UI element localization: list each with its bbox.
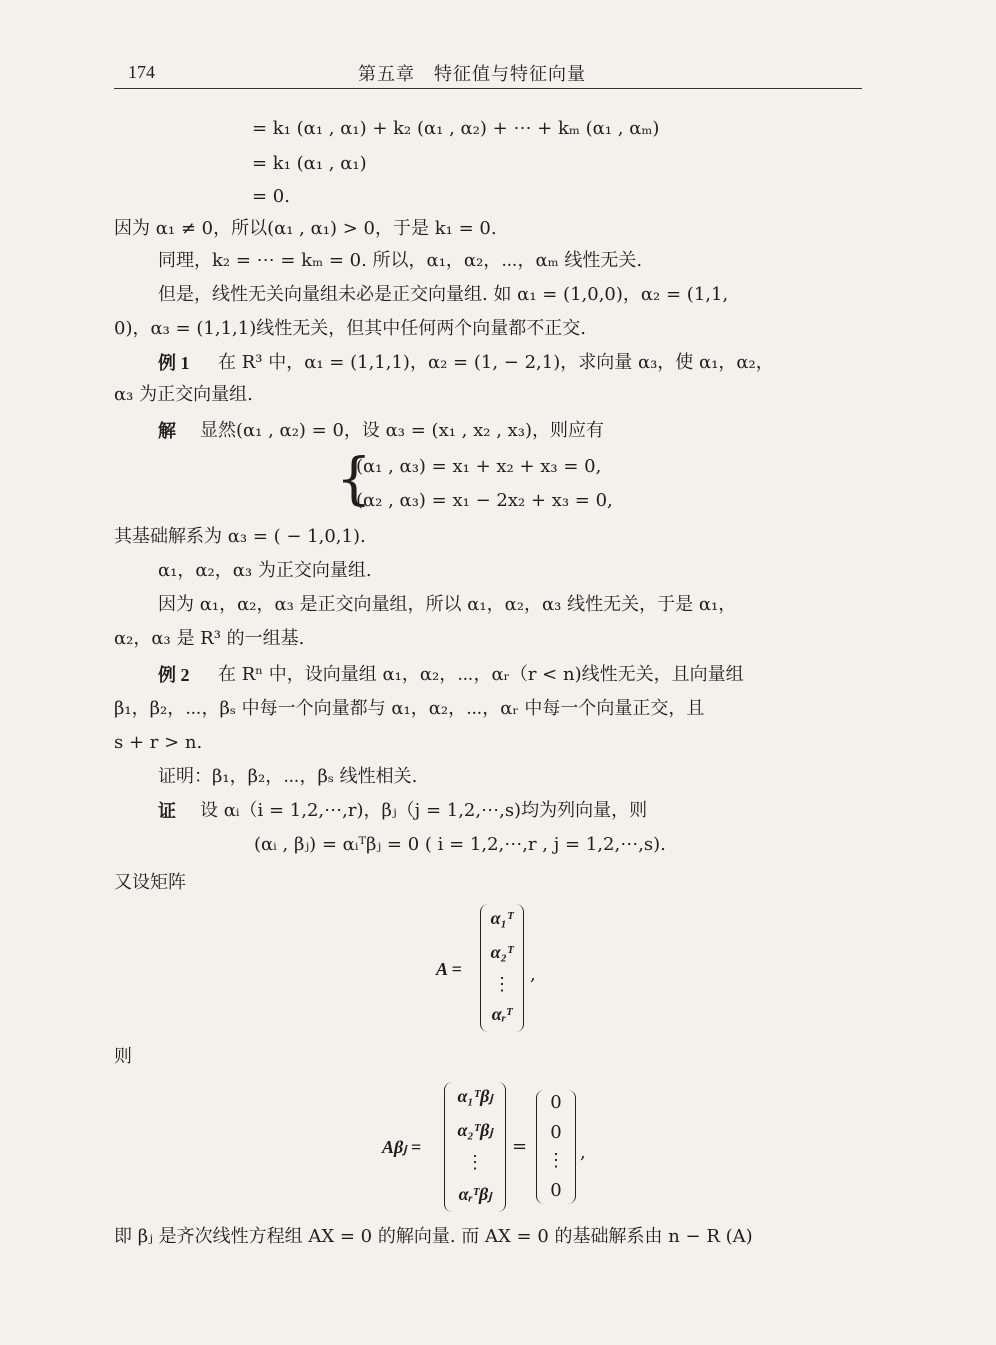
text-line: s + r > n. [114, 732, 203, 753]
chapter-title: 第五章 特征值与特征向量 [358, 64, 586, 85]
matrix-trail: , [580, 1142, 586, 1163]
matrix-entry: ⋮ [466, 1152, 484, 1173]
matrix-entry: α₂ᵀ [490, 942, 514, 962]
equals-sign: = [512, 1136, 528, 1157]
system-brace: { [336, 447, 372, 512]
example-label: 例 1 [158, 353, 190, 373]
equation-line: = k₁ (α₁ , α₁) + k₂ (α₁ , α₂) + ⋯ + kₘ (α₁ , αₘ) [252, 118, 660, 139]
text-line: 证明：β₁，β₂，⋯，βₛ 线性相关. [158, 766, 418, 787]
text-line: 0)，α₃ = (1,1,1)线性无关，但其中任何两个向量都不正交. [114, 318, 586, 339]
text-line: 在 Rⁿ 中，设向量组 α₁，α₂，⋯，αᵣ（r < n)线性无关，且向量组 [218, 664, 744, 685]
page-header [114, 58, 862, 89]
matrix-entry: ⋮ [547, 1150, 565, 1171]
text-line: α₁，α₂，α₃ 为正交向量组. [158, 560, 372, 581]
matrix-a [480, 904, 524, 1032]
page-number: 174 [128, 62, 155, 82]
equation-line: (αᵢ , βⱼ) = αᵢᵀβⱼ = 0 ( i = 1,2,⋯,r , j = 1,2,⋯,s). [254, 834, 666, 855]
text-line: β₁，β₂，⋯，βₛ 中每一个向量都与 α₁，α₂，⋯，αᵣ 中每一个向量正交，且 [114, 698, 705, 719]
proof-label: 证 [158, 801, 176, 821]
matrix-entry: 0 [550, 1092, 562, 1113]
zero-vector [536, 1090, 576, 1204]
matrix-entry: αᵣᵀβⱼ [458, 1184, 492, 1204]
matrix-trail: , [530, 964, 536, 985]
text-line: 在 R³ 中，α₁ = (1,1,1)，α₂ = (1, − 2,1)，求向量 α₃，使 α₁，α₂， [218, 352, 774, 373]
equation-line: = 0. [252, 186, 290, 207]
matrix-entry: α₂ᵀβⱼ [457, 1120, 493, 1140]
text-line: 同理，k₂ = ⋯ = kₘ = 0. 所以，α₁，α₂，⋯，αₘ 线性无关. [158, 250, 643, 271]
matrix-entry: ⋮ [493, 974, 511, 995]
text-line: 显然(α₁ , α₂) = 0，设 α₃ = (x₁ , x₂ , x₃)，则应有 [200, 420, 605, 441]
text-line: 设 αᵢ（i = 1,2,⋯,r)，βⱼ（j = 1,2,⋯,s)均为列向量，则 [200, 800, 648, 821]
text-line: α₂，α₃ 是 R³ 的一组基. [114, 628, 305, 649]
matrix-entry: α₁ᵀ [490, 908, 514, 928]
text-line: 即 βⱼ 是齐次线性方程组 AX = 0 的解向量. 而 AX = 0 的基础解系由 n − R (A) [114, 1226, 753, 1247]
matrix-entry: 0 [550, 1180, 562, 1201]
equation-line: = k₁ (α₁ , α₁) [252, 153, 367, 174]
matrix-lhs: A = [436, 959, 462, 979]
text-line: 其基础解系为 α₃ = ( − 1,0,1). [114, 526, 366, 547]
example-label: 例 2 [158, 665, 190, 685]
text-line: 则 [114, 1046, 132, 1067]
text-line: α₃ 为正交向量组. [114, 384, 253, 405]
text-line: 因为 α₁ ≠ 0，所以(α₁ , α₁) > 0，于是 k₁ = 0. [114, 218, 497, 239]
system-equation: (α₁ , α₃) = x₁ + x₂ + x₃ = 0, [356, 456, 602, 477]
text-line: 但是，线性无关向量组未必是正交向量组. 如 α₁ = (1,0,0)，α₂ = (1,1, [158, 284, 729, 305]
solution-label: 解 [158, 421, 176, 441]
matrix-a-beta [444, 1082, 506, 1212]
text-line: 又设矩阵 [114, 872, 186, 893]
matrix-entry: α₁ᵀβⱼ [457, 1086, 493, 1106]
system-equation: (α₂ , α₃) = x₁ − 2x₂ + x₃ = 0, [356, 490, 613, 511]
matrix-entry: 0 [550, 1122, 562, 1143]
text-line: 因为 α₁，α₂，α₃ 是正交向量组，所以 α₁，α₂，α₃ 线性无关，于是 α₁， [158, 594, 737, 615]
matrix-entry: αᵣᵀ [491, 1004, 513, 1024]
matrix-lhs: Aβⱼ = [382, 1137, 422, 1157]
